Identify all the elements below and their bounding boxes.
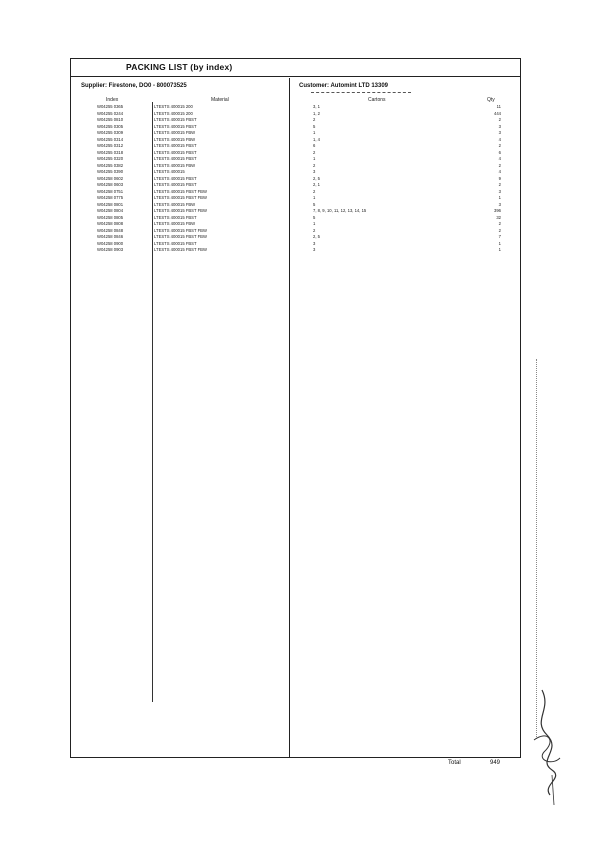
row-cartons: 1 xyxy=(313,221,316,226)
row-qty: 2 xyxy=(498,182,501,187)
row-cartons: 1 xyxy=(313,195,316,200)
row-cartons: 1 xyxy=(313,130,316,135)
row-index: W04258 0775 xyxy=(97,195,124,200)
row-cartons: 5 xyxy=(313,123,316,129)
row-qty: 444 xyxy=(494,110,501,116)
row-qty: 4 xyxy=(498,169,501,174)
page-title: PACKING LIST (by index) xyxy=(126,62,233,72)
row-qty: 7 xyxy=(498,234,501,239)
row-qty: 6 xyxy=(498,149,501,155)
row-index: W04258 0848 xyxy=(97,227,124,233)
row-material: LTESTS 400015 FBST FBW xyxy=(154,247,207,252)
row-index: W04258 0801 xyxy=(97,201,124,207)
packing-list-rows xyxy=(71,104,520,254)
row-cartons: 1 xyxy=(313,156,316,161)
row-qty: 2 xyxy=(498,162,501,168)
row-qty: 1 xyxy=(498,247,501,252)
row-index: W04258 0846 xyxy=(97,234,124,239)
row-cartons: 5 xyxy=(313,201,316,207)
row-index: W04258 0751 xyxy=(97,188,124,194)
column-header-qty: Qty xyxy=(487,97,495,103)
row-material: LTESTS 400015 FBST xyxy=(154,240,197,246)
row-cartons: 1, 4 xyxy=(313,136,320,142)
row-index: W04258 0603 xyxy=(97,182,124,187)
row-index: W04255 0390 xyxy=(97,169,124,174)
row-material: LTESTS 400015 FBW xyxy=(154,201,196,207)
row-qty: 1 xyxy=(498,195,501,200)
supplier-label: Supplier: Firestone, DO0 - 800073525 xyxy=(81,83,187,89)
row-qty: 3 xyxy=(498,188,501,194)
row-material: LTESTS 400015 FBST xyxy=(154,123,197,129)
row-qty: 1 xyxy=(498,240,501,246)
row-index: W04258 0900 xyxy=(97,240,124,246)
row-material: LTESTS 400015 FBW xyxy=(154,130,196,135)
row-cartons: 3, 1 xyxy=(313,104,320,109)
row-index: W04255 0382 xyxy=(97,162,124,168)
row-cartons: 2, 5 xyxy=(313,175,320,181)
total-label: Total xyxy=(448,760,461,766)
row-index: W04255 0314 xyxy=(97,136,124,142)
row-qty: 2 xyxy=(498,221,501,226)
column-header-material: Material xyxy=(211,97,229,103)
row-material: LTESTS 400015 FBST xyxy=(154,175,197,181)
row-material: LTESTS 400015 FBST xyxy=(154,143,197,148)
row-qty: 11 xyxy=(496,104,501,109)
row-index: W04255 0318 xyxy=(97,149,124,155)
row-index: W04258 0808 xyxy=(97,221,124,226)
row-cartons: 3 xyxy=(313,247,316,252)
row-cartons: 5 xyxy=(313,214,316,220)
row-index: W04255 0244 xyxy=(97,110,124,116)
row-cartons: 3 xyxy=(313,169,316,174)
row-index: W04255 0305 xyxy=(97,123,124,129)
column-header-cartons: Cartons xyxy=(368,97,386,103)
row-qty: 2 xyxy=(498,117,501,122)
row-cartons: 2 xyxy=(313,162,316,168)
row-cartons: 2, 1 xyxy=(313,182,320,187)
packing-list-frame xyxy=(70,58,521,758)
customer-underline xyxy=(311,92,411,93)
total-value: 949 xyxy=(490,760,501,766)
row-material: LTESTS 400015 FBST FBW xyxy=(154,188,207,194)
row-cartons: 3 xyxy=(313,240,316,246)
row-qty: 3 xyxy=(498,123,501,129)
row-qty: 2 xyxy=(498,143,501,148)
row-qty: 396 xyxy=(494,208,501,213)
row-index: W04258 0804 xyxy=(97,208,124,213)
table-row xyxy=(71,247,520,254)
row-cartons: 1, 2 xyxy=(313,110,320,116)
row-material: LTESTS 400015 FBW xyxy=(154,136,196,142)
row-material: LTESTS 400015 200 xyxy=(154,104,193,109)
row-index: W04255 0320 xyxy=(97,156,124,161)
row-cartons: 6 xyxy=(313,143,316,148)
row-index: W04258 0805 xyxy=(97,214,124,220)
row-index: W04258 0602 xyxy=(97,175,124,181)
row-material: LTESTS 400015 FBST xyxy=(154,156,197,161)
row-qty: 32 xyxy=(496,214,501,220)
row-qty: 4 xyxy=(498,156,501,161)
row-index: W04255 0309 xyxy=(97,130,124,135)
row-index: W04255 0810 xyxy=(97,117,124,122)
row-qty: 4 xyxy=(498,136,501,142)
row-cartons: 2 xyxy=(313,149,316,155)
row-cartons: 2 xyxy=(313,227,316,233)
row-qty: 2 xyxy=(498,227,501,233)
signature-icon xyxy=(522,680,572,810)
title-row xyxy=(71,59,520,77)
row-material: LTESTS 400015 FBST xyxy=(154,182,197,187)
row-material: LTESTS 400015 FBW xyxy=(154,162,196,168)
customer-label: Customer: Automint LTD 13309 xyxy=(299,83,389,89)
row-index: W04258 0903 xyxy=(97,247,124,252)
row-qty: 3 xyxy=(498,201,501,207)
row-material: LTESTS 400015 FBST FBW xyxy=(154,227,207,233)
row-material: LTESTS 400015 200 xyxy=(154,110,193,116)
row-cartons: 7, 8, 9, 10, 11, 12, 13, 14, 15 xyxy=(313,208,367,213)
row-material: LTESTS 400015 FBST xyxy=(154,117,197,122)
row-index: W04255 0312 xyxy=(97,143,124,148)
row-qty: 9 xyxy=(498,175,501,181)
row-cartons: 2, 5 xyxy=(313,234,320,239)
row-qty: 3 xyxy=(498,130,501,135)
row-material: LTESTS 400015 FBW xyxy=(154,221,196,226)
row-material: LTESTS 400015 FBST FBW xyxy=(154,208,207,213)
row-material: LTESTS 400015 FBST FBW xyxy=(154,195,207,200)
row-cartons: 2 xyxy=(313,117,316,122)
row-material: LTESTS 400015 FBST FBW xyxy=(154,234,207,239)
row-material: LTESTS 400015 FBST xyxy=(154,149,197,155)
row-cartons: 2 xyxy=(313,188,316,194)
column-header-index: Index xyxy=(106,97,119,103)
row-material: LTESTS 400015 xyxy=(154,169,185,174)
row-material: LTESTS 400015 FBST xyxy=(154,214,197,220)
row-index: W04255 0365 xyxy=(97,104,124,109)
